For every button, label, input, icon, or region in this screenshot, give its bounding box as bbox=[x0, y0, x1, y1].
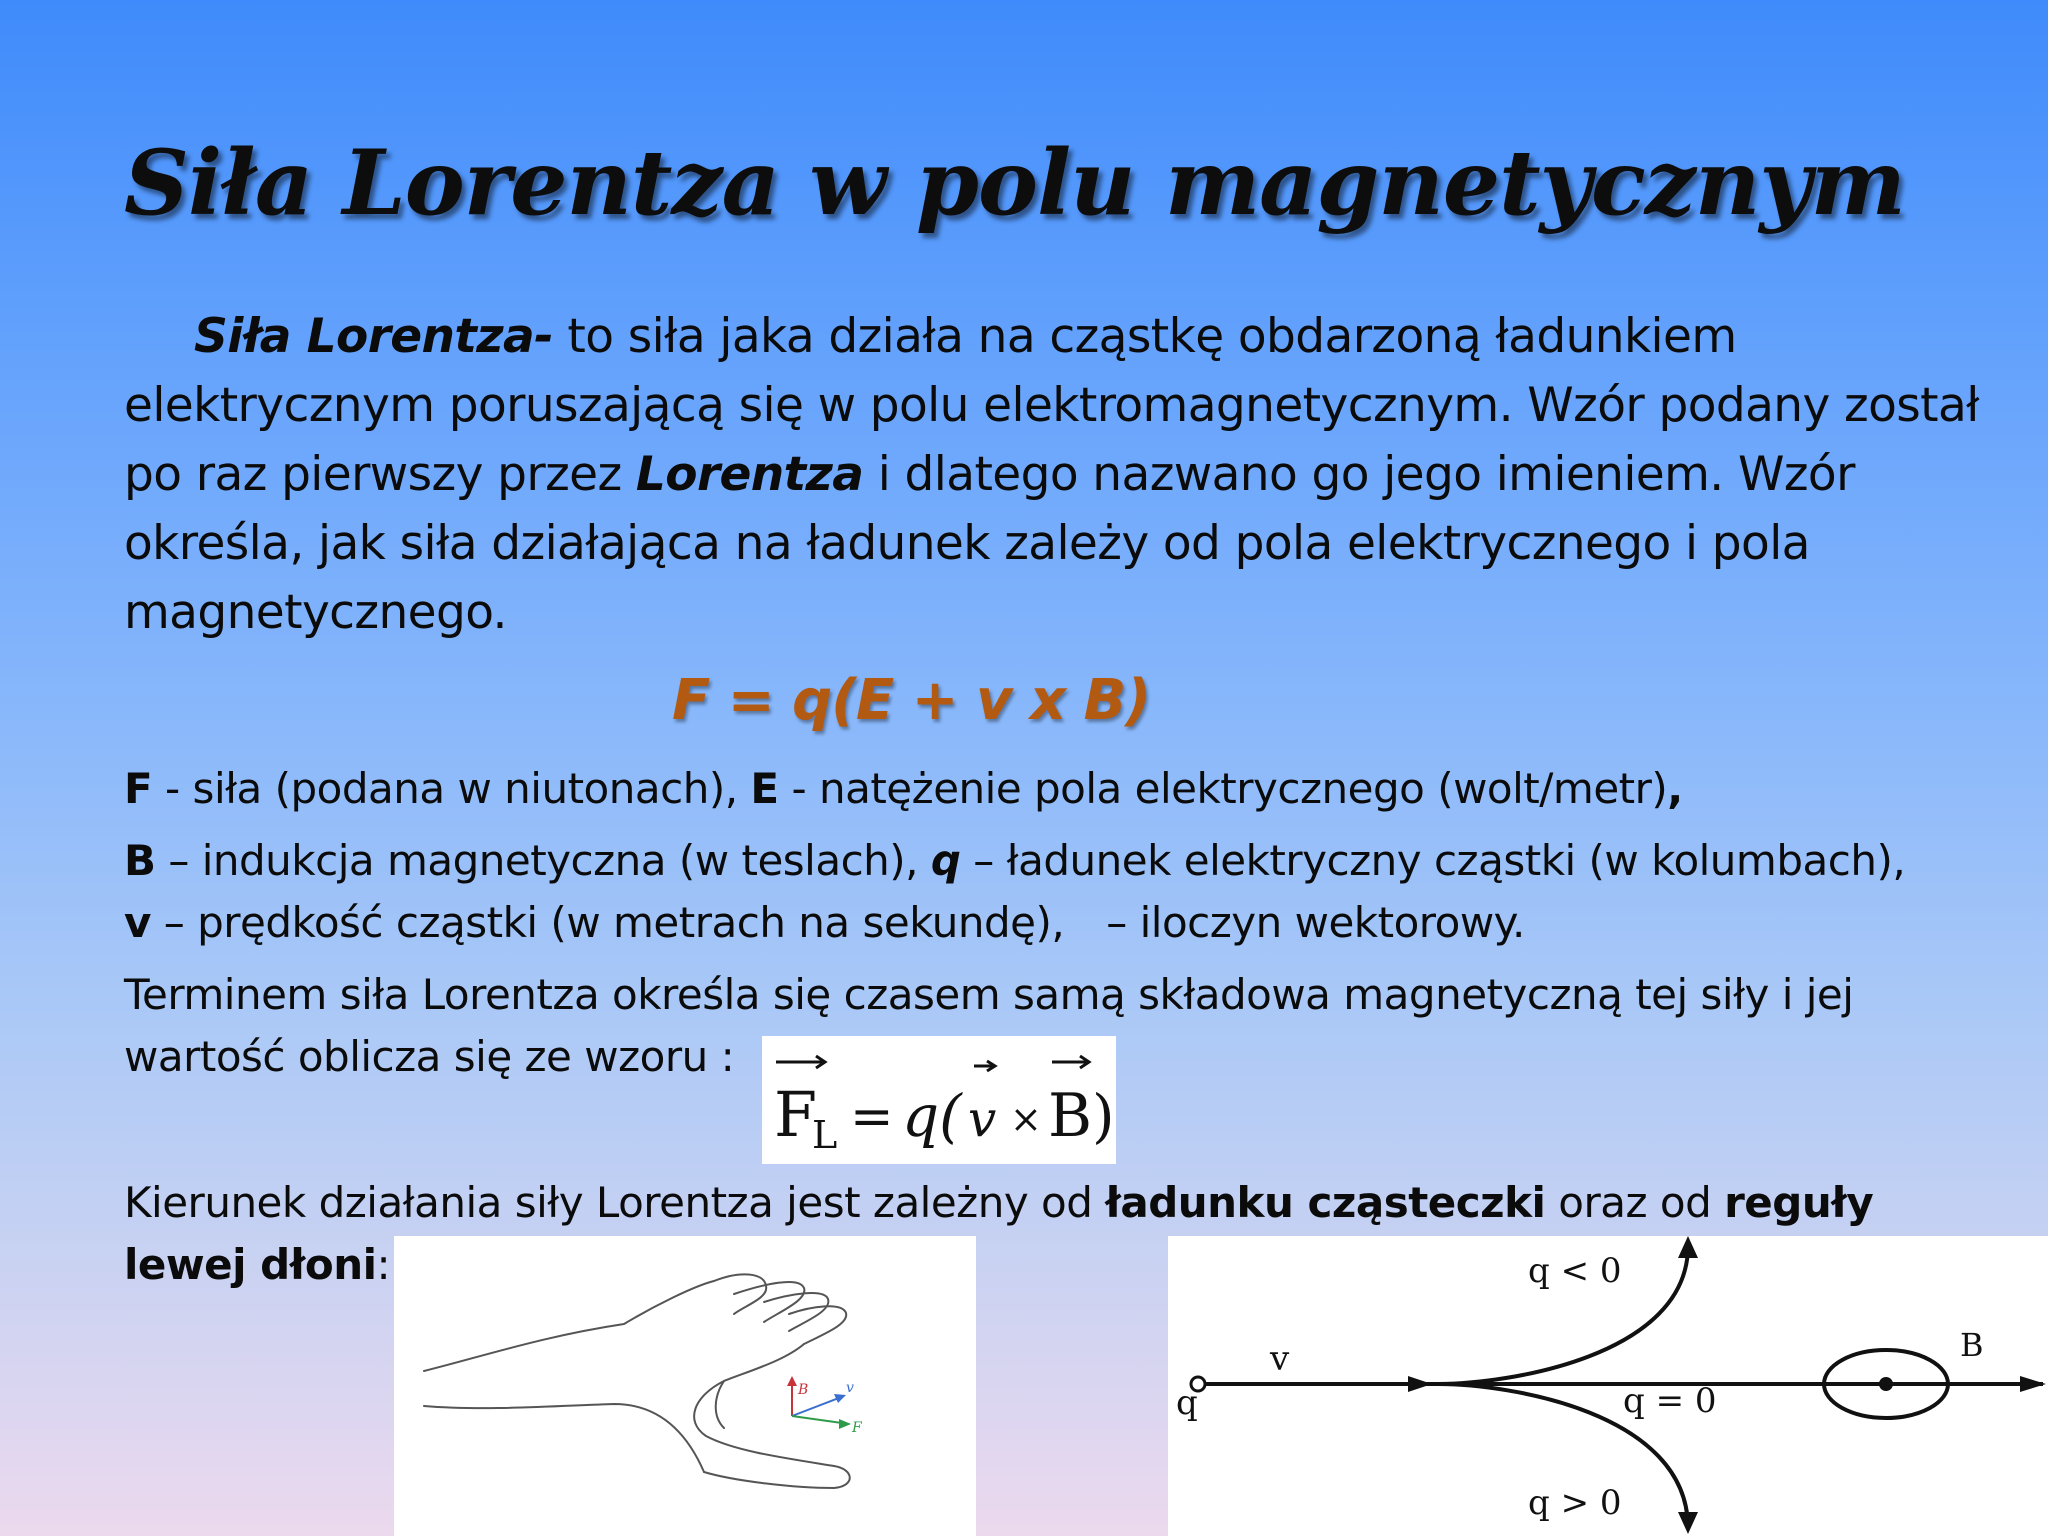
definition-line-2 bbox=[124, 836, 1905, 885]
def-tail-E: , bbox=[1667, 764, 1683, 813]
label-q: q bbox=[1176, 1383, 1198, 1423]
definition-line-1 bbox=[124, 764, 1683, 813]
def-text-cross: – iloczyn wektorowy. bbox=[1106, 898, 1525, 947]
definition-line-3 bbox=[124, 898, 1525, 947]
formula-F: F bbox=[774, 1078, 818, 1151]
direction-line-1 bbox=[124, 1178, 1873, 1227]
label-q-positive: q > 0 bbox=[1528, 1483, 1622, 1523]
formula-eq: = bbox=[850, 1087, 894, 1147]
hand-label-v: v bbox=[846, 1380, 854, 1396]
formula-times: × bbox=[1010, 1097, 1042, 1141]
direction-text-1: Kierunek działania siły Lorentza jest zależny od bbox=[124, 1178, 1106, 1227]
def-symbol-F: F bbox=[124, 764, 153, 813]
term-note-line-2: wartość oblicza się ze wzoru : bbox=[124, 1032, 735, 1081]
hand-label-F: F bbox=[852, 1420, 862, 1436]
intro-term: Siła Lorentza- bbox=[194, 309, 554, 364]
def-symbol-v: v bbox=[124, 898, 151, 947]
formula-v: v bbox=[968, 1090, 997, 1148]
main-formula: F = q(E + v x B) bbox=[672, 668, 1150, 733]
def-symbol-B: B bbox=[124, 836, 156, 885]
formula-q: q( bbox=[902, 1082, 962, 1150]
slide-title: Siła Lorentza w polu magnetycznym bbox=[124, 130, 1905, 236]
term-note-line-1: Terminem siła Lorentza określa się czasem samą składowa magnetyczną tej siły i jej bbox=[124, 970, 1854, 1019]
direction-line-2 bbox=[124, 1240, 390, 1289]
direction-bold-1: ładunku cząsteczki bbox=[1105, 1178, 1546, 1227]
label-v: v bbox=[1270, 1339, 1290, 1379]
def-symbol-E: E bbox=[750, 764, 779, 813]
intro-text-2: i dlatego nazwano go jego imieniem. Wzór określa, jak siła działająca na ładunek zależy od pola elektrycznego i pola magnetycznego. bbox=[124, 447, 1855, 640]
intro-text-1: to siła jaka działa na cząstkę obdarzoną ładunkiem elektrycznym poruszającą się w polu elektromagnetycznym. Wzór podany został po raz pierwszy przez bbox=[124, 309, 1979, 502]
def-text-E: - natężenie pola elektrycznego (wolt/metr) bbox=[778, 764, 1668, 813]
direction-bold-2: reguły bbox=[1724, 1178, 1874, 1227]
def-text-v: – prędkość cząstki (w metrach na sekundę), bbox=[150, 898, 1065, 947]
left-hand-rule-image bbox=[394, 1236, 976, 1536]
label-B: B bbox=[1960, 1326, 1984, 1364]
label-q-negative: q < 0 bbox=[1528, 1251, 1622, 1291]
def-text-q: – ładunek elektryczny cząstki (w kolumbach), bbox=[960, 836, 1906, 885]
direction-bold-3: lewej dłoni bbox=[124, 1240, 377, 1289]
direction-text-2: oraz od bbox=[1545, 1178, 1725, 1227]
def-text-B: – indukcja magnetyczna (w teslach), bbox=[155, 836, 931, 885]
formula-sub-L: L bbox=[812, 1113, 838, 1157]
intro-paragraph bbox=[124, 302, 1984, 647]
def-symbol-q: q bbox=[930, 836, 961, 885]
direction-text-3: : bbox=[376, 1240, 391, 1289]
formula-close: ) bbox=[1092, 1082, 1115, 1150]
formula-B: B bbox=[1048, 1081, 1093, 1151]
def-text-F: - siła (podana w niutonach), bbox=[152, 764, 751, 813]
intro-name: Lorentza bbox=[635, 447, 864, 502]
label-q-zero: q = 0 bbox=[1623, 1381, 1717, 1421]
lorentz-magnetic-formula-image bbox=[762, 1036, 1116, 1164]
charge-paths-diagram bbox=[1168, 1236, 2048, 1536]
hand-label-B: B bbox=[798, 1382, 809, 1398]
